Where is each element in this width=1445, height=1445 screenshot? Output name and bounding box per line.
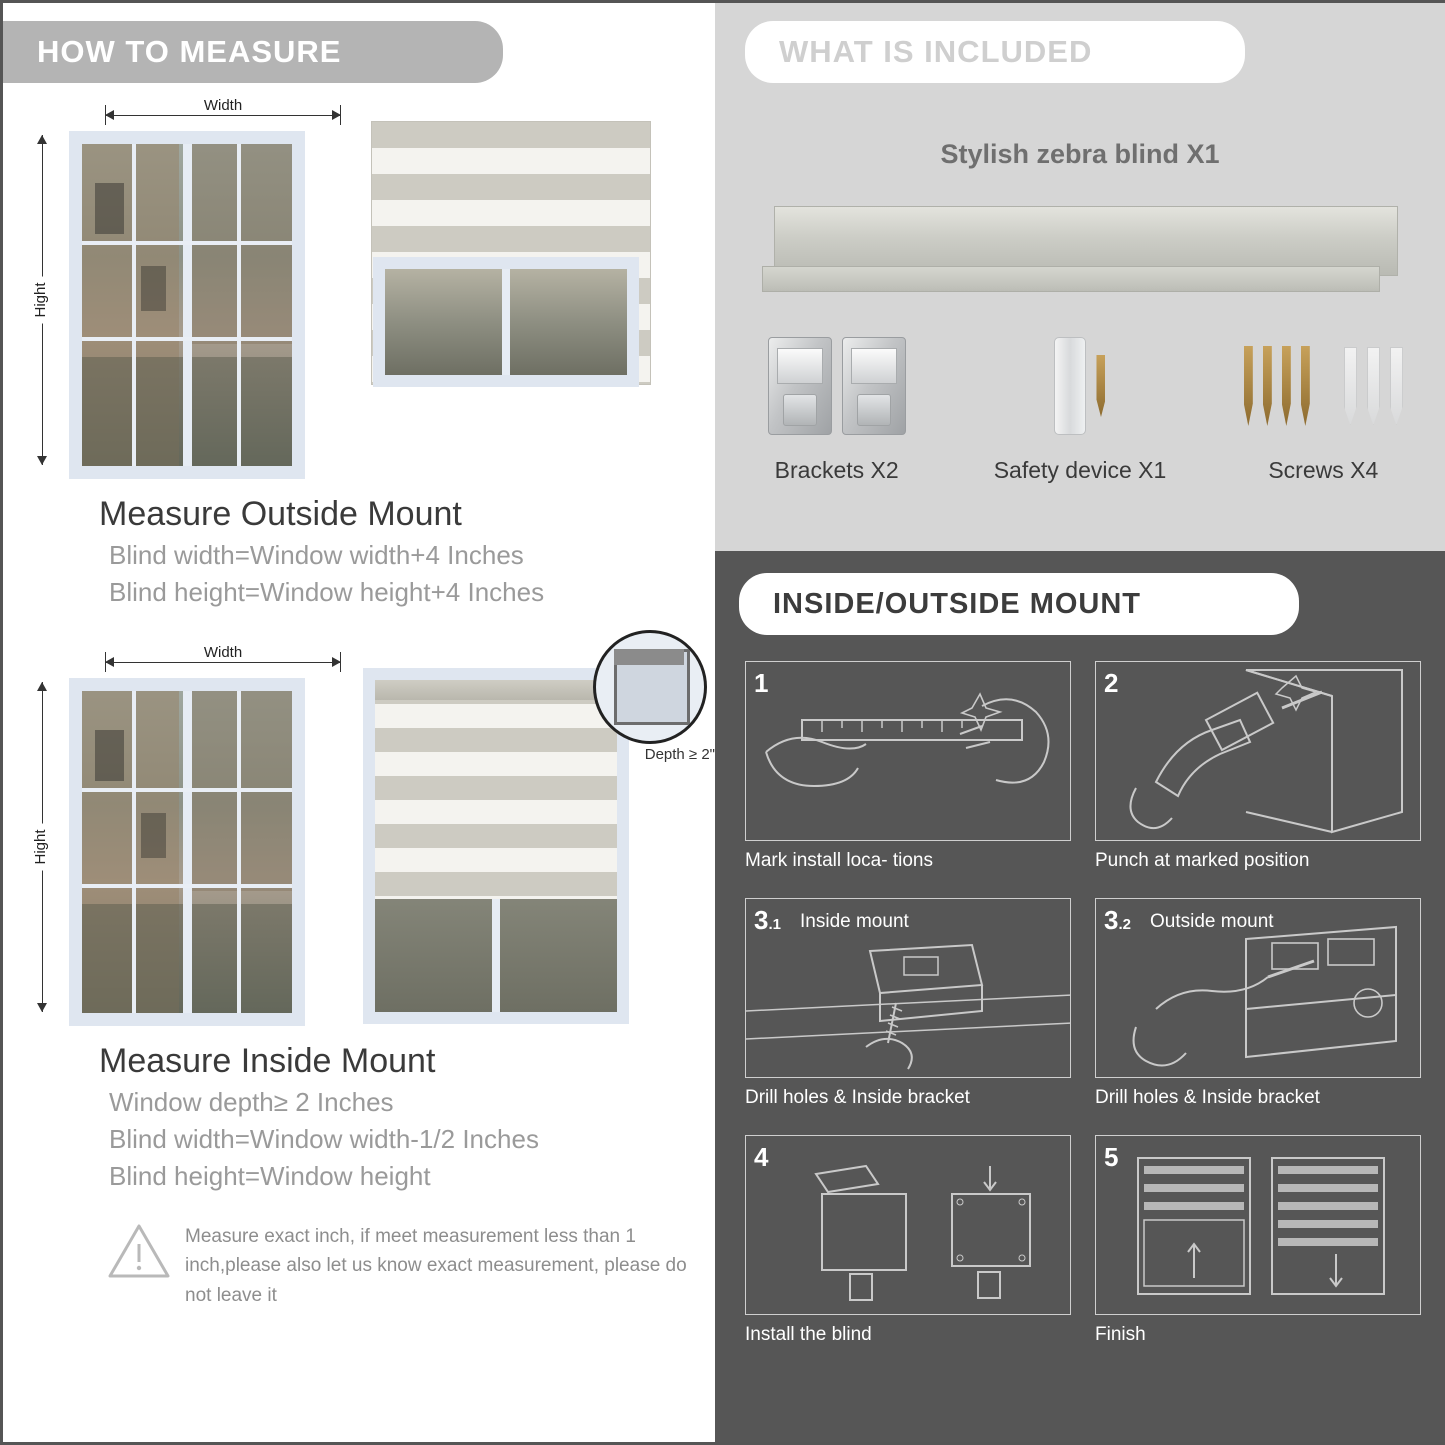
- step-3-2-illustration: [1095, 898, 1421, 1078]
- step-1-illustration: [745, 661, 1071, 841]
- step-3-2-sublabel: Outside mount: [1150, 911, 1274, 932]
- window-behind-blind-outside: [373, 257, 639, 387]
- inside-outside-mount-header: [739, 573, 1299, 635]
- step-2-illustration: [1095, 661, 1421, 841]
- inside-mount-title: Measure Inside Mount: [99, 1042, 436, 1080]
- outside-mount-title: Measure Outside Mount: [99, 495, 462, 533]
- bracket-icon: [715, 331, 958, 441]
- step-5-caption: Finish: [1095, 1324, 1146, 1345]
- outside-height-dimension: [27, 135, 57, 465]
- measure-note-text: Measure exact inch, if meet measurement less than 1 inch,please also let us know exact measurement, please do not leave it: [185, 1226, 687, 1306]
- outside-mount-line-2: Blind height=Window height+4 Inches: [109, 577, 545, 607]
- step-5-illustration: [1095, 1135, 1421, 1315]
- part-brackets: [715, 331, 958, 484]
- step-3-1-caption: Drill holes & Inside bracket: [745, 1087, 970, 1108]
- zebra-fabric-inside: [375, 680, 617, 899]
- inside-outside-mount-panel: [715, 551, 1445, 1442]
- measure-note: [107, 1222, 715, 1310]
- screws-icon: [1202, 331, 1445, 441]
- step-1-caption: Mark install loca- tions: [745, 850, 933, 871]
- inside-width-label: Width: [196, 644, 250, 661]
- steps-row-3: [745, 1135, 1421, 1346]
- part-brackets-label: Brackets X2: [774, 457, 899, 483]
- outside-window-diagram: [32, 97, 341, 479]
- inside-height-label: Hight: [32, 823, 49, 870]
- part-screws-label: Screws X4: [1268, 457, 1379, 483]
- outside-height-label: Hight: [32, 276, 49, 323]
- inside-mount-line-2: Blind width=Window width-1/2 Inches: [109, 1124, 539, 1154]
- step-4: [745, 1135, 1071, 1346]
- step-3-2: [1095, 898, 1421, 1109]
- inside-mount-line-3: Blind height=Window height: [109, 1161, 431, 1191]
- part-safety-device: [958, 331, 1201, 484]
- step-2: [1095, 661, 1421, 872]
- step-1: [745, 661, 1071, 872]
- step-5-number: 5: [1104, 1142, 1119, 1172]
- included-main-item-label: Stylish zebra blind X1: [940, 139, 1220, 169]
- what-is-included-panel: [715, 3, 1445, 551]
- outside-blind-diagram: [363, 121, 657, 387]
- step-3-1: [745, 898, 1071, 1109]
- window-illustration: [69, 678, 305, 1026]
- inside-width-dimension: [105, 644, 341, 678]
- step-2-caption: Punch at marked position: [1095, 850, 1310, 871]
- step-4-number: 4: [754, 1142, 769, 1172]
- outside-width-dimension: [105, 97, 341, 131]
- how-to-measure-header: [3, 21, 503, 83]
- window-with-inside-blind: [363, 668, 629, 1024]
- window-illustration: [69, 131, 305, 479]
- inside-height-dimension: [27, 682, 57, 1012]
- safety-device-icon: [958, 331, 1201, 441]
- step-3-1-sublabel: Inside mount: [800, 911, 909, 932]
- step-5: [1095, 1135, 1421, 1346]
- depth-callout-circle: [593, 630, 707, 744]
- steps-row-1: [745, 661, 1421, 872]
- inside-blind-diagram: [363, 668, 715, 1024]
- inside-mount-line-1: Window depth≥ 2 Inches: [109, 1087, 394, 1117]
- step-3-1-number: 3.1: [754, 905, 781, 935]
- step-3-2-caption: Drill holes & Inside bracket: [1095, 1087, 1320, 1108]
- outside-mount-line-1: Blind width=Window width+4 Inches: [109, 540, 524, 570]
- steps-row-2: [745, 898, 1421, 1109]
- right-column: [715, 3, 1445, 1442]
- step-3-2-number: 3.2: [1104, 905, 1131, 935]
- install-steps: [745, 661, 1421, 1372]
- inside-mount-block: [3, 644, 715, 1192]
- outside-width-label: Width: [196, 97, 250, 114]
- depth-label: Depth ≥ 2": [644, 746, 715, 763]
- warning-icon: [107, 1222, 171, 1280]
- part-screws: [1202, 331, 1445, 484]
- how-to-measure-panel: [3, 3, 715, 1442]
- what-is-included-header: [745, 21, 1245, 83]
- included-parts-list: [715, 331, 1445, 484]
- zebra-blind-headrail-illustration: [762, 206, 1398, 298]
- how-to-measure-title: HOW TO MEASURE: [37, 34, 342, 69]
- inside-window-diagram: [32, 644, 341, 1026]
- step-4-illustration: [745, 1135, 1071, 1315]
- outside-mount-block: [3, 97, 715, 608]
- what-is-included-title: WHAT IS INCLUDED: [779, 34, 1093, 69]
- step-3-1-illustration: [745, 898, 1071, 1078]
- step-4-caption: Install the blind: [745, 1324, 872, 1345]
- step-1-number: 1: [754, 668, 769, 698]
- inside-outside-mount-title: INSIDE/OUTSIDE MOUNT: [773, 587, 1142, 620]
- step-2-number: 2: [1104, 668, 1119, 698]
- part-safety-device-label: Safety device X1: [993, 457, 1167, 483]
